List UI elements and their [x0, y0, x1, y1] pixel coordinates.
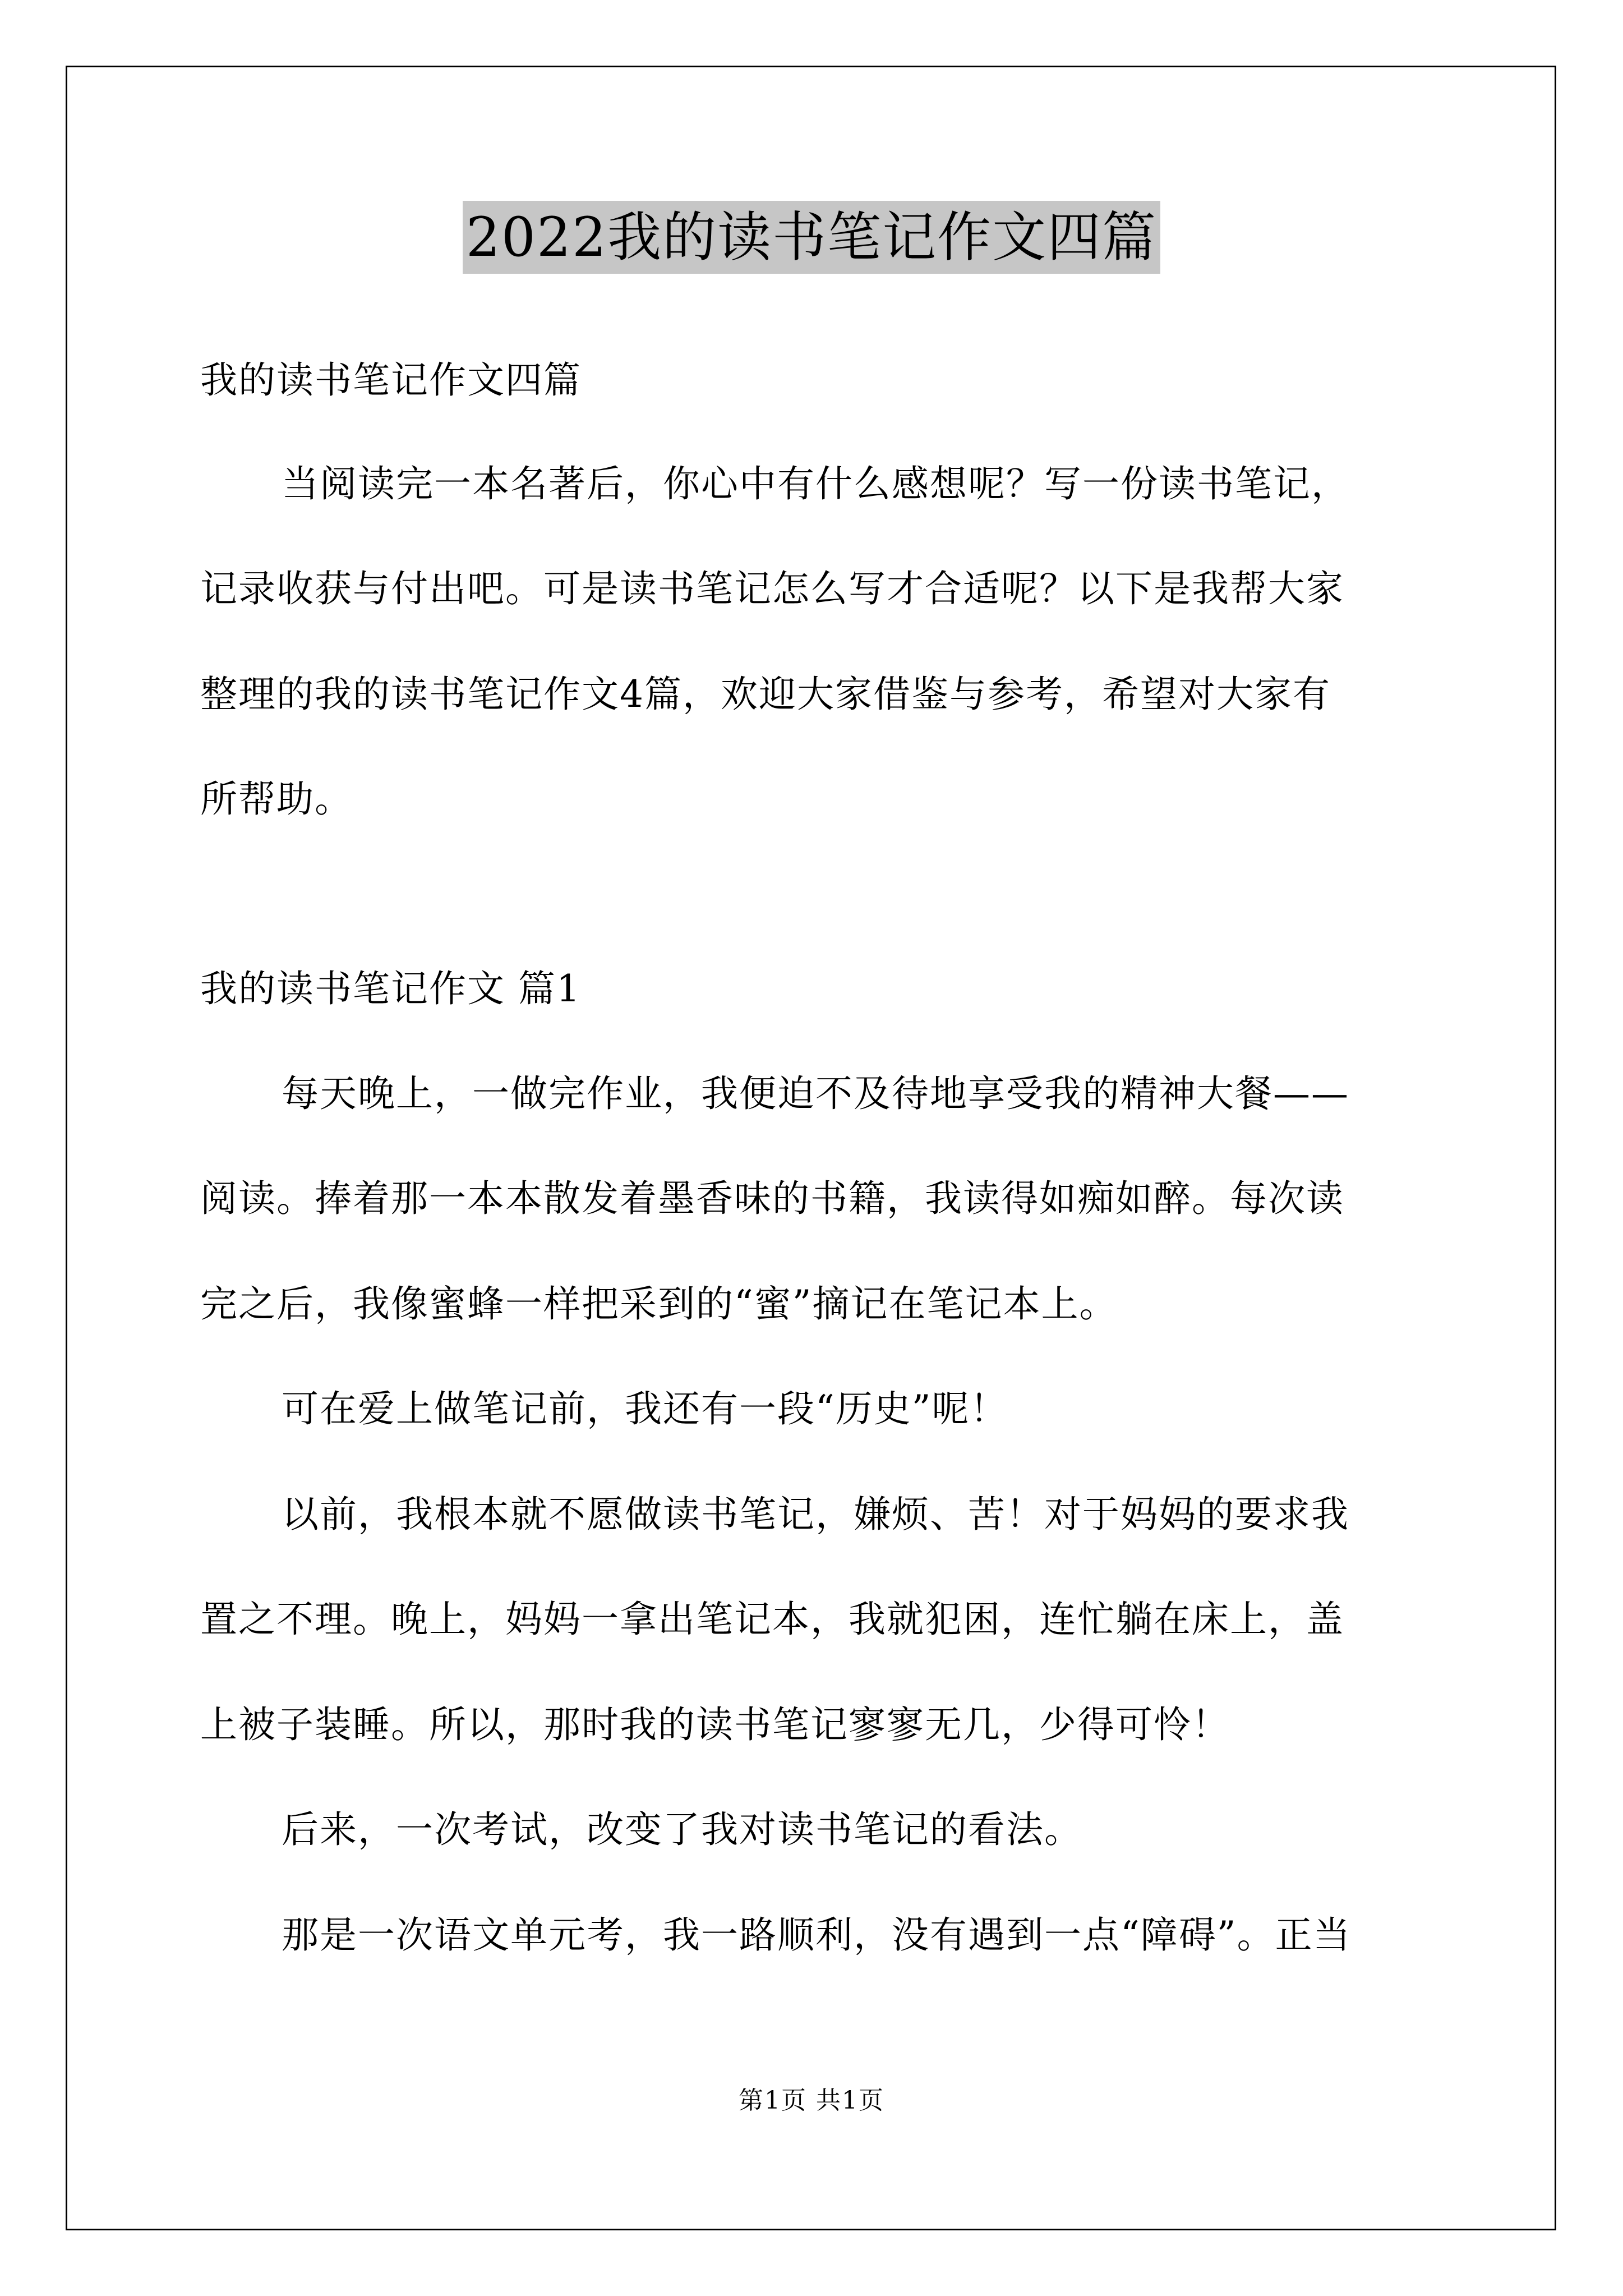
- document-title: 2022我的读书笔记作文四篇: [463, 201, 1160, 274]
- intro-line-1: 当阅读完一本名著后，你心中有什么感想呢？写一份读书笔记，: [282, 462, 1349, 505]
- body-line-9: 那是一次语文单元考，我一路顺利，没有遇到一点“障碍”。正当: [282, 1913, 1352, 1957]
- body-line-3: 完之后，我像蜜蜂一样把采到的“蜜”摘记在笔记本上。: [200, 1282, 1118, 1326]
- body-line-4: 可在爱上做笔记前，我还有一段“历史”呢！: [282, 1387, 1008, 1430]
- section-heading: 我的读书笔记作文 篇1: [200, 967, 581, 1010]
- document-subtitle: 我的读书笔记作文四篇: [200, 358, 582, 402]
- body-line-1: 每天晚上，一做完作业，我便迫不及待地享受我的精神大餐——: [282, 1072, 1349, 1115]
- page-number-footer: 第1页 共1页: [739, 2086, 884, 2115]
- intro-line-3: 整理的我的读书笔记作文4篇，欢迎大家借鉴与参考，希望对大家有: [200, 673, 1331, 716]
- body-line-5: 以前，我根本就不愿做读书笔记，嫌烦、苦！对于妈妈的要求我: [282, 1493, 1349, 1536]
- body-line-6: 置之不理。晚上，妈妈一拿出笔记本，我就犯困，连忙躺在床上，盖: [200, 1598, 1344, 1641]
- body-line-2: 阅读。捧着那一本本散发着墨香味的书籍，我读得如痴如醉。每次读: [200, 1177, 1344, 1220]
- body-line-7: 上被子装睡。所以，那时我的读书笔记寥寥无几，少得可怜！: [200, 1703, 1230, 1746]
- intro-line-2: 记录收获与付出吧。可是读书笔记怎么写才合适呢？以下是我帮大家: [200, 567, 1344, 610]
- title-container: [0, 201, 1623, 274]
- intro-line-4: 所帮助。: [200, 777, 353, 821]
- body-line-8: 后来，一次考试，改变了我对读书笔记的看法。: [282, 1808, 1082, 1851]
